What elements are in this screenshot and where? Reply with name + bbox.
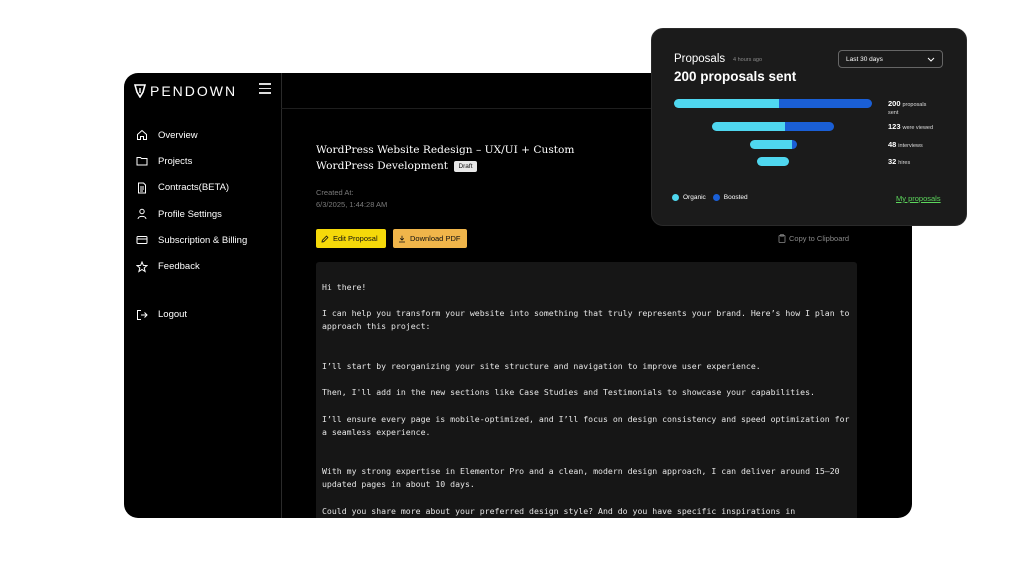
edit-proposal-button[interactable] (316, 229, 386, 248)
proposal-body (316, 262, 857, 518)
logout-button[interactable] (136, 302, 276, 328)
sidebar-item-projects[interactable] (136, 148, 276, 174)
date-range-value: Last 30 days (846, 55, 883, 63)
sidebar-item-label: Projects (158, 155, 193, 167)
proposal-paragraph: I can help you transform your website into something that truly represents your brand. Here’s how I plan to approach this project: (322, 308, 850, 332)
status-badge: Draft (454, 161, 476, 172)
download-icon (398, 235, 406, 243)
card-headline: 200 proposals sent (674, 69, 797, 84)
sidebar-item-contracts[interactable] (136, 175, 276, 201)
date-range-select[interactable] (838, 50, 943, 68)
edit-proposal-label: Edit Proposal (333, 234, 378, 243)
created-at-value: 6/3/2025, 1:44:28 AM (316, 200, 388, 209)
card-title: Proposals (674, 53, 726, 65)
logout-label: Logout (158, 309, 188, 321)
sidebar-item-feedback[interactable] (136, 253, 276, 279)
download-pdf-label: Download PDF (410, 234, 461, 243)
copy-label: Copy to Clipboard (789, 234, 850, 243)
legend (672, 194, 748, 201)
sidebar-item-label: Overview (158, 129, 198, 141)
stat-interviews: 48 interviews (888, 140, 923, 149)
legend-boosted: Boosted (723, 194, 748, 201)
credit-card-icon (136, 234, 148, 246)
sidebar-item-label: Subscription & Billing (158, 234, 248, 246)
clipboard-icon (778, 234, 786, 243)
funnel-bar-hires (757, 157, 789, 166)
sidebar-item-label: Feedback (158, 261, 200, 273)
sidebar-nav (136, 122, 276, 328)
funnel-bar-proposals (674, 99, 872, 108)
organic-segment (757, 157, 789, 166)
sidebar-item-label: Contracts(BETA) (158, 182, 230, 194)
pen-logo-icon (134, 84, 146, 98)
funnel-bar-viewed (712, 122, 834, 131)
copy-to-clipboard-button[interactable] (778, 234, 849, 243)
proposal-title-text: WordPress Website Redesign – UX/UI + Custom WordPress Development (316, 144, 575, 172)
organic-segment (674, 99, 779, 108)
sidebar-item-profile-settings[interactable] (136, 201, 276, 227)
organic-segment (712, 122, 785, 131)
logout-icon (136, 309, 148, 321)
download-pdf-button[interactable] (393, 229, 467, 248)
sidebar-item-subscription-billing[interactable] (136, 227, 276, 253)
proposal-paragraph: Could you share more about your preferred design style? And do you have specific inspirations in (322, 506, 796, 516)
sidebar-item-label: Profile Settings (158, 208, 222, 220)
proposal-paragraph: Then, I'll add in the new sections like Case Studies and Testimonials to showcase your capabilities. (322, 387, 815, 397)
legend-organic: Organic (683, 194, 706, 201)
proposal-paragraph: I’ll ensure every page is mobile-optimized, and I’ll focus on design consistency and speed optimization for a seamless experience. (322, 414, 850, 438)
menu-toggle-icon[interactable] (259, 83, 271, 95)
boosted-segment (792, 140, 797, 149)
card-timestamp: 4 hours ago (733, 57, 763, 63)
user-icon (136, 208, 148, 220)
boosted-dot-icon (713, 194, 720, 201)
home-icon (136, 129, 148, 141)
pencil-icon (321, 235, 329, 243)
proposal-paragraph: I’ll start by reorganizing your site structure and navigation to improve user experience. (322, 361, 761, 371)
proposal-paragraph: Hi there! (322, 282, 367, 292)
organic-segment (750, 140, 792, 149)
sidebar (124, 73, 282, 518)
boosted-segment (779, 99, 872, 108)
proposal-title (316, 142, 616, 174)
document-icon (136, 182, 148, 194)
stat-viewed: 123 were viewed (888, 122, 934, 131)
folder-icon (136, 155, 148, 167)
organic-dot-icon (672, 194, 679, 201)
brand-name: PENDOWN (150, 83, 238, 99)
my-proposals-link[interactable]: My proposals (896, 194, 941, 203)
stat-proposals: 200 proposals sent (888, 99, 927, 116)
proposal-paragraph: With my strong expertise in Elementor Pro and a clean, modern design approach, I can deliver around 15–20 updated pages in about 10 days. (322, 466, 840, 490)
brand-logo[interactable] (134, 81, 237, 101)
created-at-label: Created At: (316, 188, 354, 197)
chevron-down-icon (927, 57, 935, 62)
funnel-bar-interviews (750, 140, 797, 149)
sidebar-item-overview[interactable] (136, 122, 276, 148)
star-icon (136, 261, 148, 273)
stat-hires: 32 hires (888, 157, 911, 166)
boosted-segment (785, 122, 834, 131)
proposals-card (651, 28, 967, 226)
